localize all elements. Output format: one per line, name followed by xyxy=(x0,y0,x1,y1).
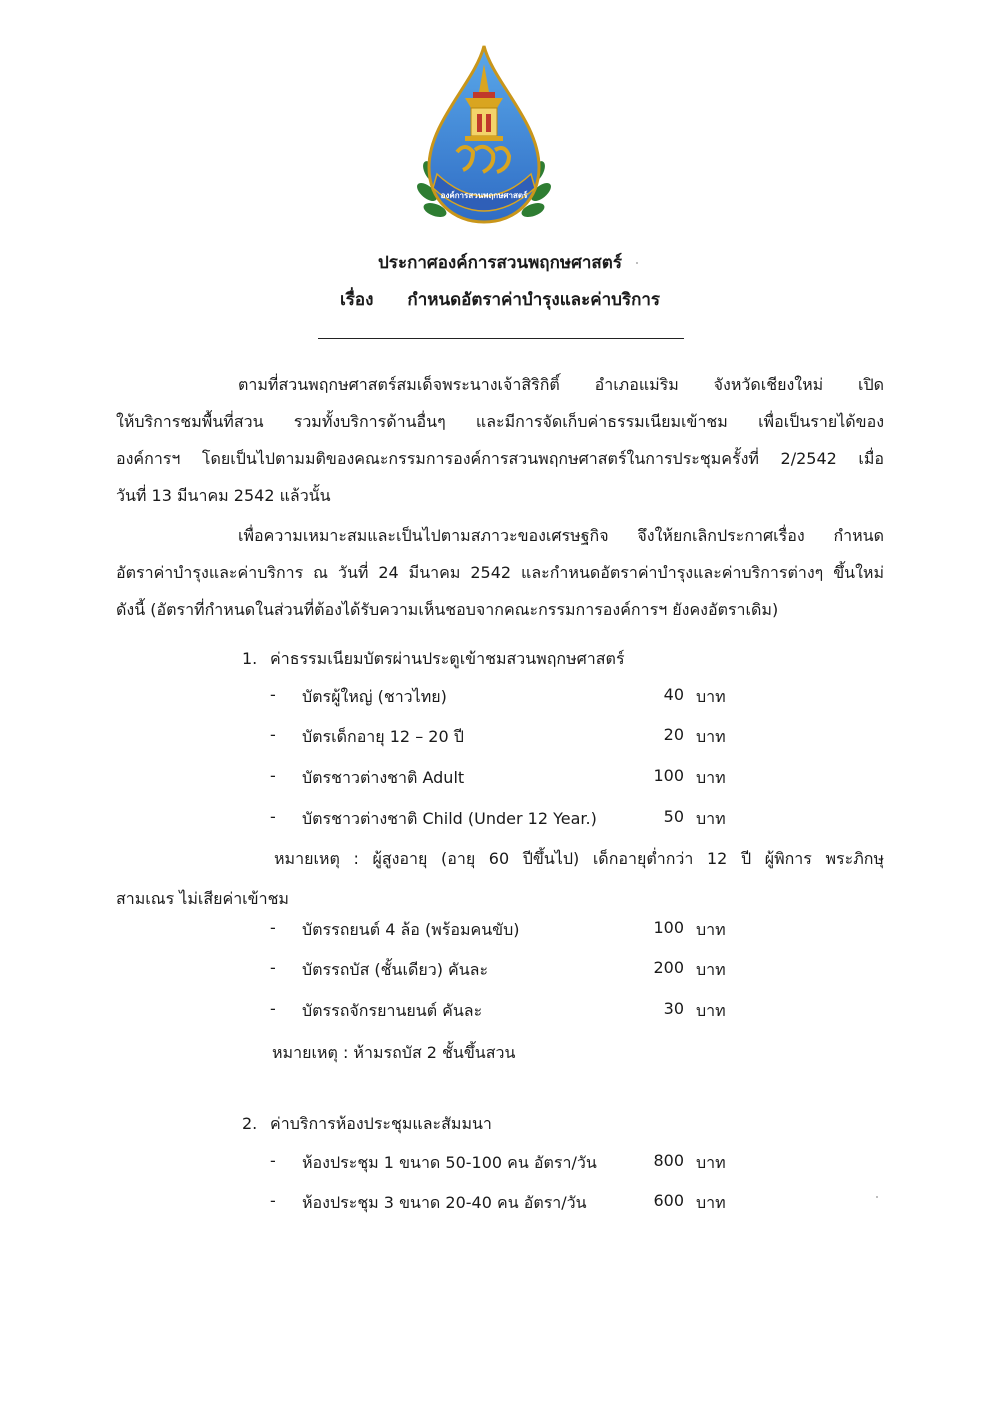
fee-label: ห้องประชุม 3 ขนาด 20-40 คน อัตรา/วัน xyxy=(302,1193,587,1212)
subject-label: เรื่อง xyxy=(339,290,374,310)
fee-unit: บาท xyxy=(696,960,726,979)
section-title: ค่าบริการห้องประชุมและสัมมนา xyxy=(270,1114,492,1133)
section-number: 2. xyxy=(242,1114,258,1133)
note-exemptions xyxy=(116,847,884,927)
section-2-heading xyxy=(242,1112,492,1137)
fee-label: ห้องประชุม 1 ขนาด 50-100 คน อัตรา/วัน xyxy=(302,1153,597,1172)
scan-speck xyxy=(636,262,638,264)
bullet-dash: - xyxy=(270,958,276,977)
fee-unit: บาท xyxy=(696,1001,726,1020)
fee-amount: 30 xyxy=(663,999,684,1018)
scan-speck xyxy=(876,1196,878,1198)
paragraph-1 xyxy=(116,366,884,514)
bullet-dash: - xyxy=(270,918,276,937)
paragraph-line: ให้บริการชมพื้นที่สวน รวมทั้งบริการด้านอื่นๆ และมีการจัดเก็บค่าธรรมเนียมเข้าชม เพื่อเป็นรายได้ของ xyxy=(116,412,884,431)
organization-emblem-logo xyxy=(413,42,555,232)
fee-label: บัตรชาวต่างชาติ Child (Under 12 Year.) xyxy=(302,809,597,828)
subject-text: กำหนดอัตราค่าบำรุงและค่าบริการ xyxy=(407,290,661,310)
bullet-dash: - xyxy=(270,1191,276,1210)
fee-amount: 50 xyxy=(663,807,684,826)
vehicle-fee-item xyxy=(270,999,790,1025)
fee-amount: 40 xyxy=(663,685,684,704)
paragraph-line: อัตราค่าบำรุงและค่าบริการ ณ วันที่ 24 มีนาคม 2542 และกำหนดอัตราค่าบำรุงและค่าบริการต่างๆ ขึ้นใหม่ xyxy=(116,563,884,582)
bullet-dash: - xyxy=(270,807,276,826)
fee-amount: 100 xyxy=(653,918,684,937)
fee-item xyxy=(270,766,790,792)
section-title: ค่าธรรมเนียมบัตรผ่านประตูเข้าชมสวนพฤกษศาสตร์ xyxy=(270,649,625,668)
fee-unit: บาท xyxy=(696,920,726,939)
fee-amount: 100 xyxy=(653,766,684,785)
section-1-heading xyxy=(242,647,625,672)
announcement-title: ประกาศองค์การสวนพฤกษศาสตร์ xyxy=(378,253,622,273)
paragraph-line: องค์การฯ โดยเป็นไปตามมติของคณะกรรมการองค์การสวนพฤกษศาสตร์ในการประชุมครั้งที่ 2/2542 เมื่อ xyxy=(116,449,884,468)
fee-label: บัตรรถจักรยานยนต์ คันละ xyxy=(302,1001,483,1020)
meeting-room-fee-item xyxy=(270,1151,790,1177)
fee-amount: 20 xyxy=(663,725,684,744)
fee-label: บัตรชาวต่างชาติ Adult xyxy=(302,768,465,787)
meeting-room-fee-item xyxy=(270,1191,790,1217)
fee-label: บัตรเด็กอายุ 12 – 20 ปี xyxy=(302,727,464,746)
fee-unit: บาท xyxy=(696,768,726,787)
announcement-subject xyxy=(0,286,1000,313)
note-line: หมายเหตุ : ผู้สูงอายุ (อายุ 60 ปีขึ้นไป) เด็กอายุต่ำกว่า 12 ปี ผู้พิการ พระภิกษุ xyxy=(274,849,884,868)
fee-unit: บาท xyxy=(696,809,726,828)
bullet-dash: - xyxy=(270,1151,276,1170)
section-number: 1. xyxy=(242,649,258,668)
vehicle-fee-item xyxy=(270,918,790,944)
paragraph-line: วันที่ 13 มีนาคม 2542 แล้วนั้น xyxy=(116,486,331,505)
fee-label: บัตรรถยนต์ 4 ล้อ (พร้อมคนขับ) xyxy=(302,920,520,939)
fee-unit: บาท xyxy=(696,727,726,746)
bullet-dash: - xyxy=(270,999,276,1018)
fee-item xyxy=(270,685,790,711)
paragraph-line: เพื่อความเหมาะสมและเป็นไปตามสภาวะของเศรษฐกิจ จึงให้ยกเลิกประกาศเรื่อง กำหนด xyxy=(238,526,884,545)
bullet-dash: - xyxy=(270,766,276,785)
vehicle-fee-item xyxy=(270,958,790,984)
fee-label: บัตรรถบัส (ชั้นเดียว) คันละ xyxy=(302,960,489,979)
fee-amount: 600 xyxy=(653,1191,684,1210)
fee-amount: 800 xyxy=(653,1151,684,1170)
fee-unit: บาท xyxy=(696,1193,726,1212)
note-bus-restriction: หมายเหตุ : ห้ามรถบัส 2 ชั้นขึ้นสวน xyxy=(272,1043,516,1062)
fee-item xyxy=(270,725,790,751)
paragraph-line: ตามที่สวนพฤกษศาสตร์สมเด็จพระนางเจ้าสิริกิติ์ อำเภอแม่ริม จังหวัดเชียงใหม่ เปิด xyxy=(238,375,884,394)
fee-unit: บาท xyxy=(696,1153,726,1172)
paragraph-2 xyxy=(116,517,884,628)
paragraph-line: ดังนี้ (อัตราที่กำหนดในส่วนที่ต้องได้รับความเห็นชอบจากคณะกรรมการองค์การฯ ยังคงอัตราเดิม) xyxy=(116,600,779,619)
header-divider xyxy=(318,338,684,339)
bullet-dash: - xyxy=(270,725,276,744)
note-line: สามเณร ไม่เสียค่าเข้าชม xyxy=(116,889,289,908)
bullet-dash: - xyxy=(270,685,276,704)
fee-label: บัตรผู้ใหญ่ (ชาวไทย) xyxy=(302,687,447,706)
fee-item xyxy=(270,807,790,833)
svg-text:องค์การสวนพฤกษศาสตร์: องค์การสวนพฤกษศาสตร์ xyxy=(440,191,528,200)
fee-amount: 200 xyxy=(653,958,684,977)
fee-unit: บาท xyxy=(696,687,726,706)
